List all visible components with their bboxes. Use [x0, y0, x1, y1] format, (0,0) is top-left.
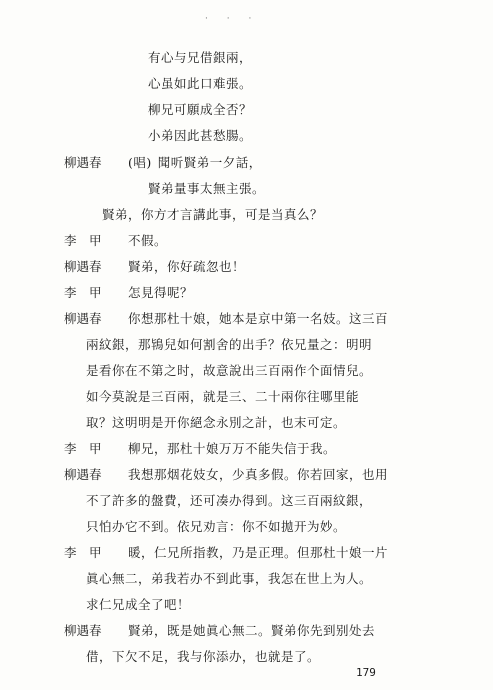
verse-line: 賢弟量事太無主張。 — [148, 181, 266, 196]
speaker-name: 李 甲 — [64, 545, 102, 560]
verse-line: 小弟因此甚愁腸。 — [148, 128, 253, 143]
dialogue-line — [64, 259, 245, 275]
dialogue-text: 柳兄，那杜十娘万万不能失信于我。 — [128, 441, 337, 456]
speaker-name: 柳遇春 — [64, 155, 102, 170]
dialogue-text: 怎見得呢？ — [128, 285, 194, 300]
page-number: 179 — [356, 666, 376, 679]
dialogue-text: 賢弟，既是她眞心無二。賢弟你先到别处去 — [128, 623, 376, 638]
dialogue-text: 我想那烟花妓女，少真多假。你若回家，也用 — [128, 467, 389, 482]
dialogue-line — [64, 285, 193, 301]
speaker-name: 李 甲 — [64, 233, 102, 248]
stage-note: (唱) — [128, 155, 152, 170]
dialogue-text: 只怕办它不到。依兄劝言：你不如拋开为妙。 — [86, 519, 347, 534]
speaker-name: 柳遇春 — [64, 311, 102, 326]
verse-line: 心虽如此口难張。 — [148, 76, 253, 91]
dialogue-text: 暖，仁兄所指教，乃是正理。但那杜十娘一片 — [128, 545, 389, 560]
dialogue-text: 兩紋銀，那鴇兒如何割舍的出手？依兄量之：明明 — [86, 337, 373, 352]
speaker-name: 李 甲 — [64, 285, 102, 300]
dialogue-line — [64, 545, 388, 561]
dialogue-text: 不了許多的盤費，还可凑办得到。这三百兩紋銀， — [86, 493, 373, 508]
verse-line: 有心与兄借銀兩， — [148, 50, 253, 65]
dialogue-text: 借，下欠不足，我与你添办，也就是了。 — [86, 649, 321, 664]
dialogue-line — [64, 623, 375, 639]
dialogue-text: 賢弟，你好疏忽也！ — [128, 259, 246, 274]
dialogue-text: 是看你在不第之时，故意說出三百兩作个面情兒。 — [86, 363, 373, 378]
dialogue-line — [64, 467, 388, 483]
dialogue-text: 聞听賢弟一夕話， — [157, 155, 262, 170]
dialogue-line — [64, 441, 336, 457]
header-marks: · · · — [205, 14, 260, 24]
speaker-name: 柳遇春 — [64, 623, 102, 638]
dialogue-text: 不假。 — [128, 233, 168, 248]
dialogue-text: 取？这明明是开你絕念永別之計，也末可定。 — [86, 415, 347, 430]
dialogue-line — [64, 311, 388, 327]
speaker-name: 李 甲 — [64, 441, 102, 456]
dialogue-text: 你想那杜十娘，她本是京中第一名妓。这三百 — [128, 311, 389, 326]
dialogue-text: 如今莫說是三百兩，就是三、二十兩你往哪里能 — [86, 389, 360, 404]
dialogue-line — [64, 155, 262, 171]
dialogue-text: 眞心無二，弟我若办不到此事，我怎在世上为人。 — [86, 571, 373, 586]
dialogue-line — [64, 233, 167, 249]
dialogue-text: 賢弟，你方才言講此事，可是当真么？ — [102, 207, 324, 222]
dialogue-text: 求仁兄成全了吧！ — [86, 597, 191, 612]
speaker-name: 柳遇春 — [64, 467, 102, 482]
verse-line: 柳兄可願成全否？ — [148, 102, 253, 117]
speaker-name: 柳遇春 — [64, 259, 102, 274]
